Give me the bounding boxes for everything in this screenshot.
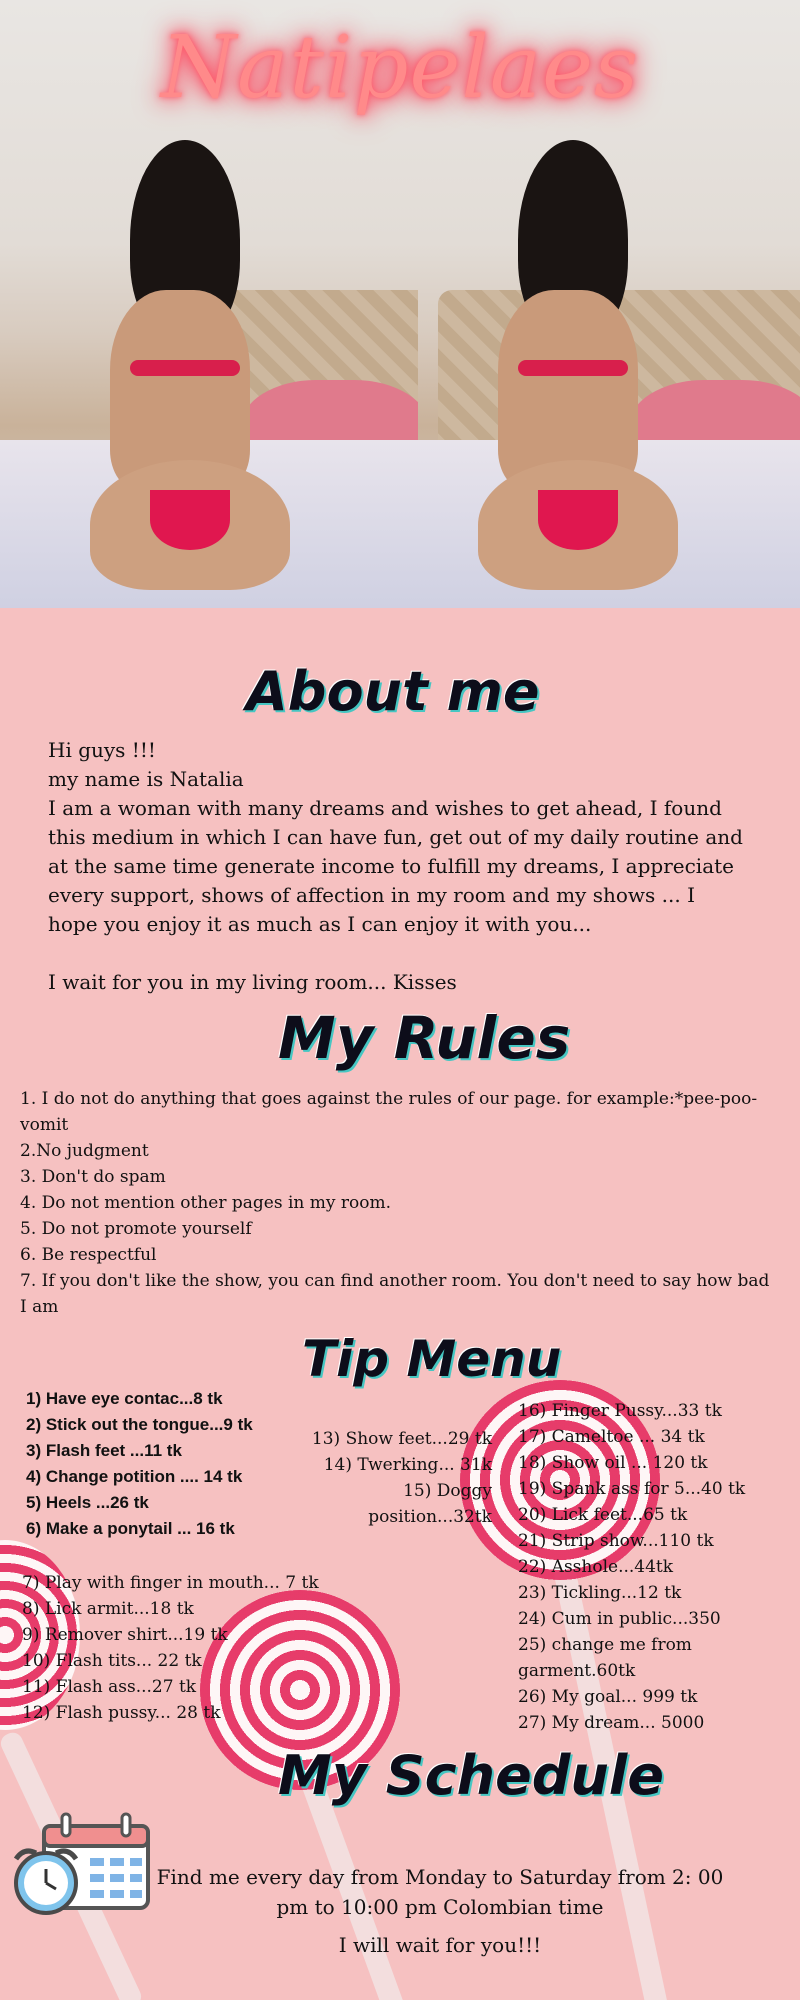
- tip-item: 24) Cum in public...350: [518, 1609, 721, 1629]
- tip-item: 23) Tickling...12 tk: [518, 1583, 682, 1603]
- tip-item: 16) Finger Pussy...33 tk: [518, 1401, 722, 1421]
- tip-item: 4) Change potition .... 14 tk: [26, 1467, 243, 1486]
- tip-item: 26) My goal... 999 tk: [518, 1687, 698, 1707]
- rule-item: 6. Be respectful: [20, 1245, 157, 1265]
- alarm-clock-icon: [10, 1845, 82, 1917]
- rule-item: 4. Do not mention other pages in my room.: [20, 1193, 392, 1213]
- rules-list: [20, 1086, 780, 1320]
- tip-item: 5) Heels ...26 tk: [26, 1493, 149, 1512]
- about-line: Hi guys !!!: [48, 738, 156, 762]
- tip-item: 25) change me from garment.60tk: [518, 1635, 692, 1681]
- tip-menu-heading: Tip Menu: [302, 1330, 562, 1388]
- tip-item: 21) Strip show...110 tk: [518, 1531, 714, 1551]
- rule-item: 2.No judgment: [20, 1141, 149, 1161]
- rule-item: 5. Do not promote yourself: [20, 1219, 252, 1239]
- about-text: [48, 736, 748, 997]
- tip-item: 15) Doggy position...32tk: [368, 1481, 492, 1527]
- tip-item: 19) Spank ass for 5...40 tk: [518, 1479, 746, 1499]
- tip-item: 2) Stick out the tongue...9 tk: [26, 1415, 253, 1434]
- tip-menu-group-b: [22, 1570, 319, 1726]
- tip-item: 18) Show oil ... 120 tk: [518, 1453, 708, 1473]
- banner-title: Natipelaes: [160, 18, 640, 118]
- tip-item: 12) Flash pussy... 28 tk: [22, 1703, 221, 1723]
- tip-item: 9) Remover shirt...19 tk: [22, 1625, 228, 1645]
- rule-item: 3. Don't do spam: [20, 1167, 166, 1187]
- schedule-closing: I will wait for you!!!: [338, 1933, 542, 1957]
- about-line: my name is Natalia: [48, 767, 244, 791]
- about-line: I wait for you in my living room... Kisses: [48, 970, 457, 994]
- profile-banner: [0, 0, 800, 608]
- about-line: I am a woman with many dreams and wishes to get ahead, I found this medium in which I can have fun, get out of my daily routine and at the same time generate income to fulfill my dreams, I appreciate every support, shows of affection in my room and my shows ... I hope you enjoy it as much as I can enjoy it with you...: [48, 796, 743, 936]
- tip-menu-group-right: [518, 1398, 788, 1736]
- tip-item: 14) Twerking... 31k: [323, 1455, 492, 1475]
- schedule-text: [150, 1862, 730, 1960]
- schedule-heading: My Schedule: [278, 1744, 664, 1807]
- tip-item: 3) Flash feet ...11 tk: [26, 1441, 182, 1460]
- tip-item: 11) Flash ass...27 tk: [22, 1677, 197, 1697]
- tip-menu-group-mid: [292, 1426, 492, 1530]
- tip-item: 13) Show feet...29 tk: [311, 1429, 492, 1449]
- tip-item: 22) Asshole...44tk: [518, 1557, 674, 1577]
- tip-item: 20) Lick feet...65 tk: [518, 1505, 688, 1525]
- rule-item: 1. I do not do anything that goes against the rules of our page. for example:*pee-poo-vomit: [20, 1089, 758, 1135]
- rule-item: 7. If you don't like the show, you can find another room. You don't need to say how bad I am: [20, 1271, 770, 1317]
- about-heading: About me: [246, 660, 540, 723]
- tip-item: 8) Lick armit...18 tk: [22, 1599, 194, 1619]
- tip-menu-group-a: [26, 1386, 253, 1542]
- tip-item: 27) My dream... 5000: [518, 1713, 705, 1733]
- tip-item: 17) Cameltoe ... 34 tk: [518, 1427, 705, 1447]
- tip-item: 10) Flash tits... 22 tk: [22, 1651, 202, 1671]
- tip-item: 1) Have eye contac...8 tk: [26, 1389, 223, 1408]
- tip-item: 6) Make a ponytail ... 16 tk: [26, 1519, 235, 1538]
- rules-heading: My Rules: [278, 1004, 571, 1072]
- tip-item: 7) Play with finger in mouth... 7 tk: [22, 1573, 319, 1593]
- schedule-line: Find me every day from Monday to Saturday from 2: 00 pm to 10:00 pm Colombian time: [156, 1865, 724, 1919]
